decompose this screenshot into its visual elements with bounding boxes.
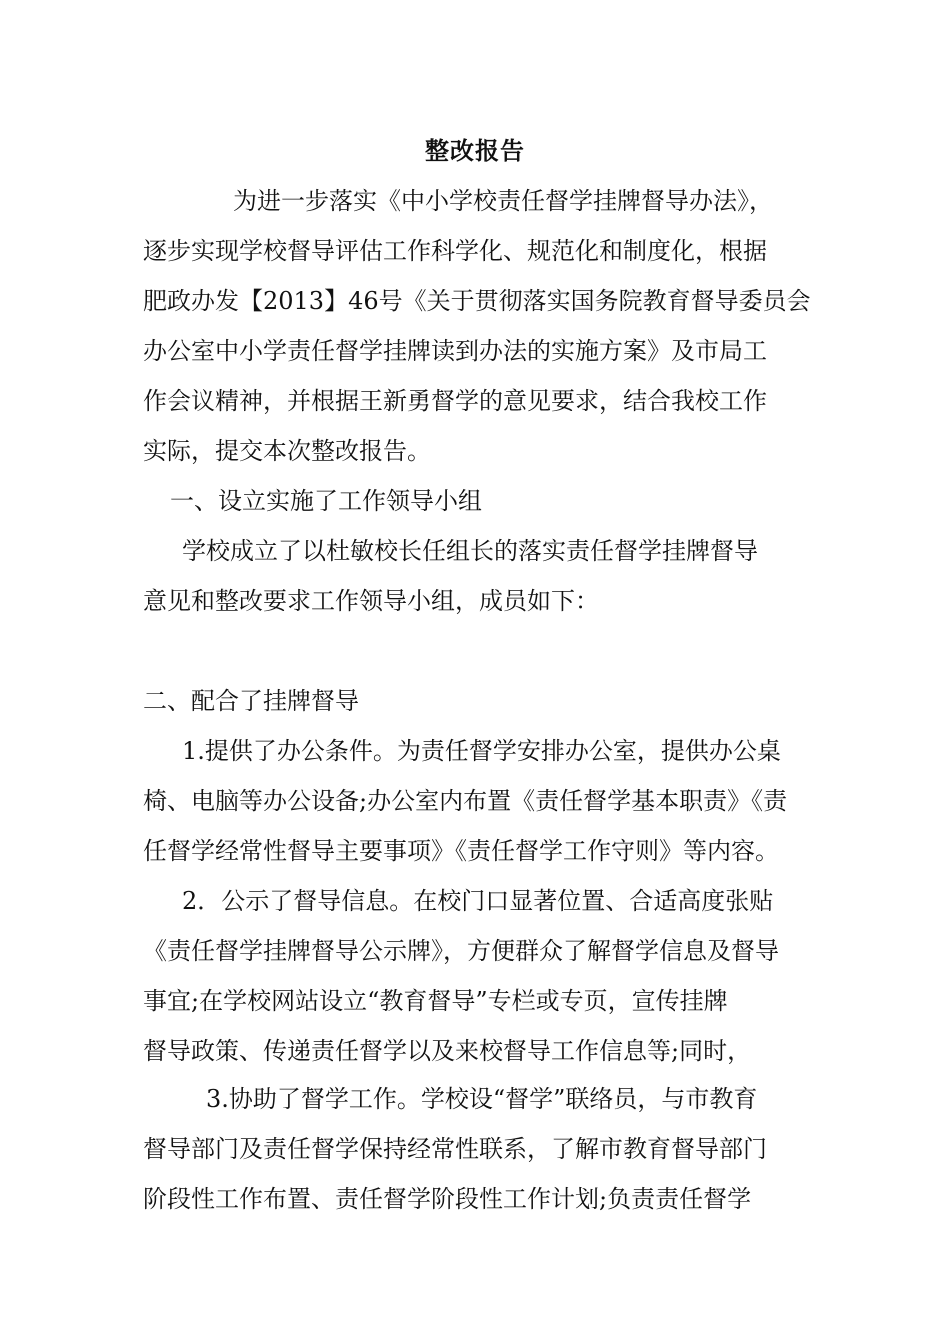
paragraph-line: 逐步实现学校督导评估工作科学化、规范化和制度化，根据	[143, 237, 767, 265]
section-heading: 一、设立实施了工作领导小组	[170, 487, 482, 515]
paragraph-line: 1.提供了办公条件。为责任督学安排办公室，提供办公桌	[182, 737, 781, 765]
section-heading: 二、配合了挂牌督导	[143, 687, 359, 715]
paragraph-line: 3.协助了督学工作。学校设“督学”联络员，与市教育	[206, 1085, 758, 1113]
paragraph-line: 作会议精神，并根据王新勇督学的意见要求，结合我校工作	[143, 387, 767, 415]
paragraph-line: 事宜;在学校网站设立“教育督导”专栏或专页，宣传挂牌	[143, 987, 728, 1015]
paragraph-line: 肥政办发【2013】46号《关于贯彻落实国务院教育督导委员会	[143, 287, 811, 315]
paragraph-line: 督导部门及责任督学保持经常性联系，了解市教育督导部门	[143, 1135, 767, 1163]
paragraph-line: 椅、电脑等办公设备;办公室内布置《责任督学基本职责》《责	[143, 787, 788, 815]
paragraph-line: 阶段性工作布置、责任督学阶段性工作计划;负责责任督学	[143, 1185, 752, 1213]
paragraph-line: 督导政策、传递责任督学以及来校督导工作信息等;同时，	[143, 1037, 752, 1065]
document-title: 整改报告	[425, 136, 525, 165]
paragraph-line: 《责任督学挂牌督导公示牌》，方便群众了解督学信息及督导	[143, 937, 779, 965]
paragraph-line: 任督学经常性督导主要事项》《责任督学工作守则》等内容。	[143, 837, 779, 865]
paragraph-line: 实际，提交本次整改报告。	[143, 437, 431, 465]
paragraph-line: 2．公示了督导信息。在校门口显著位置、合适高度张贴	[182, 887, 774, 915]
paragraph-line: 意见和整改要求工作领导小组，成员如下：	[143, 587, 599, 615]
paragraph-line: 办公室中小学责任督学挂牌读到办法的实施方案》及市局工	[143, 337, 767, 365]
paragraph-line: 学校成立了以杜敏校长任组长的落实责任督学挂牌督导	[182, 537, 758, 565]
paragraph-line: 为进一步落实《中小学校责任督学挂牌督导办法》，	[233, 187, 773, 215]
